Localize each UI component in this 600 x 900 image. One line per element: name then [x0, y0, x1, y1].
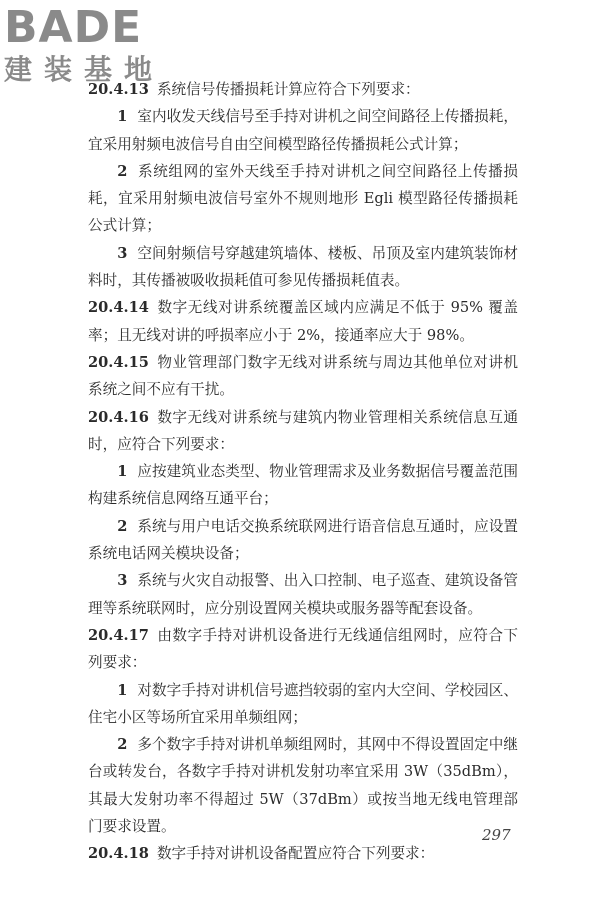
item-text: 室内收发天线信号至手持对讲机之间空间路径上传播损耗，宜采用射频电波信号自由空间模型路径传播损耗公式计算； [88, 108, 518, 153]
clause-20-4-16-item-3 [88, 567, 518, 622]
item-text: 对数字手持对讲机信号遮挡较弱的室内大空间、学校园区、住宅小区等场所宜采用单频组网； [88, 681, 518, 726]
clause-20-4-17-item-2 [88, 731, 518, 840]
logo-subtitle: 建装基地 [4, 53, 165, 86]
clause-20-4-17-item-1 [88, 677, 518, 732]
page-number: 297 [482, 826, 511, 844]
item-number: 1 [117, 463, 128, 481]
clause-text: 数字无线对讲系统覆盖区域内应满足不低于 95% 覆盖率；且无线对讲的呼损率应小于 2%，接通率应大于 98%。 [88, 299, 518, 344]
document-body [88, 76, 518, 868]
clause-20-4-15 [88, 349, 518, 404]
clause-20-4-18 [88, 840, 518, 867]
clause-text: 数字手持对讲机设备配置应符合下列要求： [156, 845, 435, 863]
clause-20-4-13-item-3 [88, 240, 518, 295]
clause-text: 物业管理部门数字无线对讲系统与周边其他单位对讲机系统之间不应有干扰。 [88, 353, 518, 399]
clause-text: 数字无线对讲系统与建筑内物业管理相关系统信息互通时，应符合下列要求： [88, 408, 518, 453]
clause-20-4-14 [88, 294, 518, 349]
clause-20-4-17 [88, 622, 518, 677]
item-number: 2 [117, 517, 128, 535]
clause-text: 由数字手持对讲机设备进行无线通信组网时，应符合下列要求： [88, 626, 518, 672]
item-text: 应按建筑业态类型、物业管理需求及业务数据信号覆盖范围构建系统信息网络互通平台； [88, 463, 518, 508]
item-text: 空间射频信号穿越建筑墙体、楼板、吊顶及室内建筑装饰材料时，其传播被吸收损耗值可参见传播损耗值表。 [88, 244, 518, 290]
clause-text: 系统信号传播损耗计算应符合下列要求： [156, 81, 420, 98]
clause-number: 20.4.14 [88, 299, 149, 317]
clause-20-4-16-item-2 [88, 513, 518, 568]
item-number: 3 [117, 572, 128, 590]
logo-text: BADE [4, 2, 143, 53]
item-number: 1 [117, 681, 128, 699]
item-number: 2 [117, 162, 128, 180]
clause-20-4-13 [88, 76, 518, 103]
clause-number: 20.4.16 [88, 408, 149, 426]
clause-20-4-13-item-2 [88, 158, 518, 240]
clause-number: 20.4.17 [88, 626, 149, 644]
item-text: 系统与用户电话交换系统联网进行语音信息互通时，应设置系统电话网关模块设备； [88, 517, 518, 563]
clause-number: 20.4.18 [88, 845, 149, 863]
clause-number: 20.4.15 [88, 353, 149, 371]
clause-20-4-13-item-1 [88, 103, 518, 158]
item-text: 系统组网的室外天线至手持对讲机之间空间路径上传播损耗，宜采用射频电波信号室外不规则地形 Egli 模型路径传播损耗公式计算； [88, 162, 518, 235]
item-number: 2 [117, 736, 128, 754]
item-text: 系统与火灾自动报警、出入口控制、电子巡查、建筑设备管理等系统联网时，应分别设置网关模块或服务器等配套设备。 [88, 572, 518, 617]
item-number: 3 [117, 244, 128, 262]
item-text: 多个数字手持对讲机单频组网时，其网中不得设置固定中继台或转发台，各数字手持对讲机发射功率宜采用 3W（35dBm），其最大发射功率不得超过 5W（37dBm）或按当地无线电管理部门要求设置。 [88, 736, 518, 836]
clause-20-4-16-item-1 [88, 458, 518, 513]
clause-number: 20.4.13 [88, 81, 149, 98]
item-number: 1 [117, 108, 128, 126]
clause-20-4-16 [88, 404, 518, 459]
